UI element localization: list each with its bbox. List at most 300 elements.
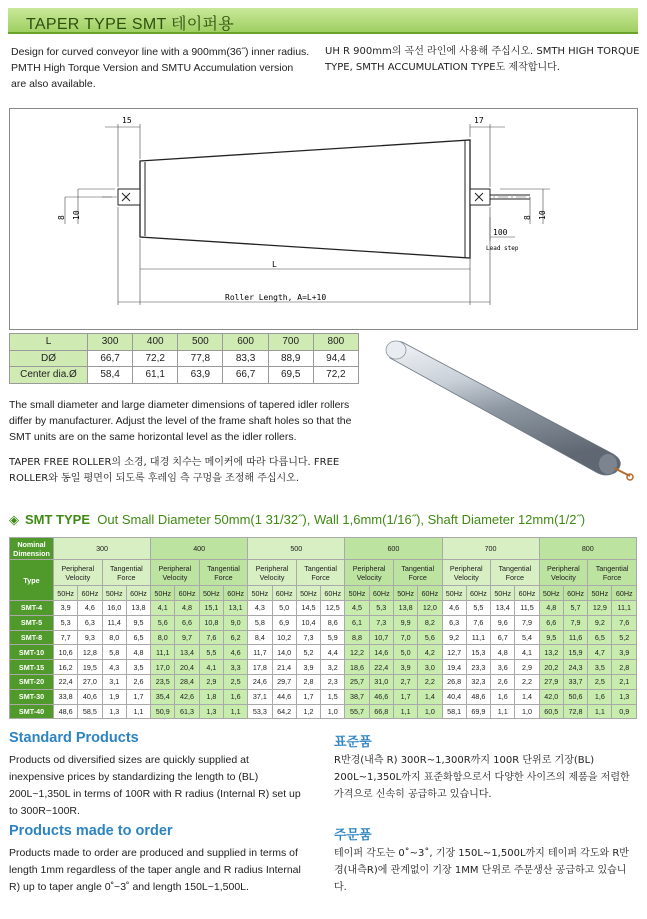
table-cell: 42,0	[539, 689, 563, 704]
hz-60-header: 60Hz	[612, 586, 637, 601]
size-header: 400	[151, 538, 248, 560]
table-cell: 21,4	[272, 660, 296, 675]
table-cell: 37,1	[248, 689, 272, 704]
table-cell: 1,6	[223, 689, 247, 704]
table-cell: 1,9	[102, 689, 126, 704]
table-cell: 9,7	[175, 630, 199, 645]
peripheral-velocity-header: Peripheral Velocity	[442, 560, 491, 586]
table-cell: 72,2	[313, 367, 358, 384]
table-cell: 5,5	[199, 645, 223, 660]
table-cell: 60,5	[539, 704, 563, 719]
table-row	[10, 645, 637, 660]
table-row	[10, 674, 637, 689]
hz-50-header: 50Hz	[296, 586, 320, 601]
table-cell: 46,6	[369, 689, 393, 704]
table-cell: 19,5	[78, 660, 102, 675]
tangential-force-header: Tangential Force	[296, 560, 345, 586]
hz-50-header: 50Hz	[248, 586, 272, 601]
table-cell: 5,0	[272, 601, 296, 616]
diamond-bullet-icon: ◈	[9, 512, 19, 527]
table-row	[10, 689, 637, 704]
table-cell: 2,3	[321, 674, 345, 689]
hz-50-header: 50Hz	[345, 586, 369, 601]
table-cell: 9,5	[126, 615, 150, 630]
hz-50-header: 50Hz	[539, 586, 563, 601]
table-cell: 32,3	[466, 674, 490, 689]
table-cell: 33,8	[54, 689, 78, 704]
hz-60-header: 60Hz	[321, 586, 345, 601]
table-cell: 6,2	[223, 630, 247, 645]
table-cell: 28,4	[175, 674, 199, 689]
table-cell: 44,6	[272, 689, 296, 704]
title-ko: 테이퍼용	[170, 14, 235, 33]
hz-60-header: 60Hz	[78, 586, 102, 601]
tapered-roller-photo	[368, 336, 638, 486]
table-cell: 72,8	[563, 704, 587, 719]
table-cell: 4,1	[199, 660, 223, 675]
table-cell: 400	[133, 334, 178, 351]
table-cell: 2,9	[515, 660, 539, 675]
table-cell: 5,2	[296, 645, 320, 660]
dim-L-label: L	[272, 260, 277, 269]
table-cell: 6,5	[126, 630, 150, 645]
table-cell: 1,0	[418, 704, 442, 719]
table-cell: 16,0	[102, 601, 126, 616]
table-cell: 2,5	[223, 674, 247, 689]
table-cell: 5,4	[515, 630, 539, 645]
table-cell: 2,1	[612, 674, 637, 689]
tangential-force-header: Tangential Force	[491, 560, 540, 586]
table-cell: 3,9	[612, 645, 637, 660]
table-cell: 4,1	[151, 601, 175, 616]
table-cell: 12,8	[78, 645, 102, 660]
table-cell: 10,6	[54, 645, 78, 660]
table-cell: 6,1	[345, 615, 369, 630]
table-cell: 1,1	[588, 704, 612, 719]
table-cell: 48,6	[54, 704, 78, 719]
table-cell: 9,3	[78, 630, 102, 645]
hz-50-header: 50Hz	[102, 586, 126, 601]
table-cell: 38,7	[345, 689, 369, 704]
table-cell: 4,7	[588, 645, 612, 660]
table-row	[10, 560, 637, 586]
table-cell: 11,1	[612, 601, 637, 616]
table-cell: 10,2	[272, 630, 296, 645]
type-label: SMT-4	[10, 601, 54, 616]
table-cell: 1,1	[223, 704, 247, 719]
table-cell: 6,7	[491, 630, 515, 645]
type-label: SMT-30	[10, 689, 54, 704]
table-cell: 3,9	[54, 601, 78, 616]
roller-length-label: Roller Length, A=L+10	[225, 293, 327, 302]
table-cell: 20,4	[175, 660, 199, 675]
dim-8-right: 8	[523, 215, 532, 220]
table-cell: 4,6	[78, 601, 102, 616]
table-cell: 1,6	[588, 689, 612, 704]
table-cell: 1,5	[321, 689, 345, 704]
dim-10-right: 10	[538, 210, 547, 220]
table-cell: 20,2	[539, 660, 563, 675]
table-cell: 22,4	[54, 674, 78, 689]
table-cell: 9,2	[588, 615, 612, 630]
table-cell: 14,6	[369, 645, 393, 660]
table-cell: 33,7	[563, 674, 587, 689]
table-cell: 13,8	[393, 601, 417, 616]
table-cell: 15,3	[466, 645, 490, 660]
table-cell: 12,7	[442, 645, 466, 660]
table-cell: 12,0	[418, 601, 442, 616]
table-cell: 7,3	[296, 630, 320, 645]
size-header: 500	[248, 538, 345, 560]
size-header: 700	[442, 538, 539, 560]
table-cell: 3,0	[418, 660, 442, 675]
dim-left-label: 15	[122, 116, 132, 125]
table-cell: 4,1	[515, 645, 539, 660]
table-cell: 66,7	[223, 367, 268, 384]
table-cell: 17,8	[248, 660, 272, 675]
table-cell: 6,3	[442, 615, 466, 630]
table-cell: 29,7	[272, 674, 296, 689]
hz-50-header: 50Hz	[199, 586, 223, 601]
table-cell: 6,9	[272, 615, 296, 630]
table-cell: 5,9	[321, 630, 345, 645]
table-cell: 15,9	[563, 645, 587, 660]
hz-60-header: 60Hz	[418, 586, 442, 601]
table-cell: L	[10, 334, 88, 351]
hz-60-header: 60Hz	[369, 586, 393, 601]
table-cell: 7,6	[199, 630, 223, 645]
table-row	[10, 630, 637, 645]
table-cell: 3,1	[102, 674, 126, 689]
table-cell: 4,5	[345, 601, 369, 616]
table-cell: 35,4	[151, 689, 175, 704]
dim-8-left: 8	[57, 215, 66, 220]
table-cell: 11,4	[102, 615, 126, 630]
table-cell: 5,8	[248, 615, 272, 630]
table-cell: 13,1	[223, 601, 247, 616]
table-cell: 4,6	[442, 601, 466, 616]
hz-60-header: 60Hz	[272, 586, 296, 601]
made-to-order-heading: Products made to order	[9, 823, 173, 839]
table-cell: 40,6	[78, 689, 102, 704]
table-cell: DØ	[10, 350, 88, 367]
table-cell: 13,4	[491, 601, 515, 616]
type-header: Type	[10, 560, 54, 601]
table-cell: 2,2	[418, 674, 442, 689]
size-header: 300	[54, 538, 151, 560]
made-to-order-body-ko: 테이퍼 각도는 0˚~3˚, 기장 150L~1,500L까지 테이퍼 각도와 R반경(내측R)에 관계없이 기장 1MM 단위로 주문생산 공급하고 있습니다.	[334, 848, 629, 893]
table-cell: 58,5	[78, 704, 102, 719]
table-cell: 7,6	[466, 615, 490, 630]
tangential-force-header: Tangential Force	[588, 560, 637, 586]
dim-10-left: 10	[72, 210, 81, 220]
table-cell: 4,3	[248, 601, 272, 616]
table-cell: 72,2	[133, 350, 178, 367]
table-cell: 7,7	[54, 630, 78, 645]
tangential-force-header: Tangential Force	[102, 560, 151, 586]
table-cell: 1,0	[321, 704, 345, 719]
type-label: SMT-10	[10, 645, 54, 660]
type-label: SMT-20	[10, 674, 54, 689]
table-cell: 2,2	[515, 674, 539, 689]
table-cell: 69,5	[268, 367, 313, 384]
table-cell: 63,9	[178, 367, 223, 384]
hz-50-header: 50Hz	[491, 586, 515, 601]
table-cell: 58,1	[442, 704, 466, 719]
table-row	[10, 660, 637, 675]
tangential-force-header: Tangential Force	[199, 560, 248, 586]
table-row	[10, 704, 637, 719]
table-cell: 1,1	[126, 704, 150, 719]
peripheral-velocity-header: Peripheral Velocity	[345, 560, 394, 586]
table-cell: 2,9	[199, 674, 223, 689]
page-title	[26, 11, 234, 34]
hz-50-header: 50Hz	[588, 586, 612, 601]
table-cell: 24,3	[563, 660, 587, 675]
intro-english: Design for curved conveyor line with a 900mm(36˝) inner radius. PMTH High Torque Version and SMTU Accumulation version are also available.	[11, 46, 310, 90]
table-cell: 27,9	[539, 674, 563, 689]
table-cell: 1,3	[102, 704, 126, 719]
smt-heading-rest: Out Small Diameter 50mm(1 31/32˝), Wall 1,6mm(1/16˝), Shaft Diameter 12mm(1/2˝)	[97, 512, 586, 527]
table-row	[10, 334, 359, 351]
smt-type-table	[9, 537, 637, 719]
table-cell: 5,8	[102, 645, 126, 660]
smt-type-heading	[9, 512, 585, 528]
table-cell: 1,3	[199, 704, 223, 719]
peripheral-velocity-header: Peripheral Velocity	[151, 560, 200, 586]
size-header: 800	[539, 538, 636, 560]
table-cell: 40,4	[442, 689, 466, 704]
hz-50-header: 50Hz	[151, 586, 175, 601]
size-header: 600	[345, 538, 442, 560]
peripheral-velocity-header: Peripheral Velocity	[54, 560, 103, 586]
table-cell: 5,3	[54, 615, 78, 630]
type-label: SMT-5	[10, 615, 54, 630]
table-cell: 7,0	[393, 630, 417, 645]
table-cell: 13,8	[126, 601, 150, 616]
hz-60-header: 60Hz	[223, 586, 247, 601]
table-cell: 11,5	[515, 601, 539, 616]
table-cell: 12,9	[588, 601, 612, 616]
table-cell: 1,3	[612, 689, 637, 704]
table-cell: 7,9	[515, 615, 539, 630]
table-row	[10, 615, 637, 630]
dim-100-label: 100	[493, 228, 508, 237]
table-cell: 5,6	[418, 630, 442, 645]
table-cell: 10,4	[296, 615, 320, 630]
table-cell: 800	[313, 334, 358, 351]
table-cell: 4,4	[321, 645, 345, 660]
table-cell: 300	[88, 334, 133, 351]
standard-products-heading-ko: 표준품	[334, 735, 372, 750]
table-cell: 3,3	[223, 660, 247, 675]
intro-korean: UH R 900mm의 곡선 라인에 사용해 주십시오. SMTH HIGH TORQUE TYPE, SMTH ACCUMULATION TYPE도 제작합니다.	[325, 46, 640, 73]
table-cell: 66,7	[88, 350, 133, 367]
table-cell: 7,9	[563, 615, 587, 630]
table-cell: 55,7	[345, 704, 369, 719]
table-cell: 83,3	[223, 350, 268, 367]
lead-step-label: Lead step	[486, 245, 519, 252]
table-cell: 600	[223, 334, 268, 351]
table-cell: 12,2	[345, 645, 369, 660]
table-cell: Center dia.Ø	[10, 367, 88, 384]
table-cell: 1,4	[418, 689, 442, 704]
paragraph-diameter-note: The small diameter and large diameter dimensions of tapered idler rollers differ by manufacturer. Adjust the level of the frame shaft holes so that the SMT units are on the same horizontal level as the idler rollers.	[9, 399, 352, 443]
hz-60-header: 60Hz	[563, 586, 587, 601]
table-cell: 58,4	[88, 367, 133, 384]
table-cell: 5,7	[563, 601, 587, 616]
table-cell: 26,8	[442, 674, 466, 689]
table-cell: 4,8	[126, 645, 150, 660]
table-cell: 2,8	[296, 674, 320, 689]
table-cell: 3,2	[321, 660, 345, 675]
table-cell: 2,8	[612, 660, 637, 675]
table-cell: 11,1	[151, 645, 175, 660]
table-cell: 8,2	[418, 615, 442, 630]
type-label: SMT-40	[10, 704, 54, 719]
table-cell: 69,9	[466, 704, 490, 719]
table-cell: 1,4	[515, 689, 539, 704]
table-cell: 3,5	[588, 660, 612, 675]
title-bar	[8, 8, 638, 34]
table-row	[10, 601, 637, 616]
table-cell: 2,6	[126, 674, 150, 689]
table-cell: 1,1	[491, 704, 515, 719]
table-cell: 17,0	[151, 660, 175, 675]
table-cell: 13,2	[539, 645, 563, 660]
table-cell: 50,6	[563, 689, 587, 704]
table-cell: 3,9	[296, 660, 320, 675]
table-cell: 8,0	[102, 630, 126, 645]
table-cell: 8,8	[345, 630, 369, 645]
hz-60-header: 60Hz	[466, 586, 490, 601]
standard-products-body-ko: R반경(내측 R) 300R~1,300R까지 100R 단위로 기장(BL) 200L~1,350L까지 표준화함으로서 다양한 사이즈의 제품을 저렴한 가격으로 신속히 공급하고 있습니다.	[334, 755, 630, 800]
made-to-order-heading-ko: 주문품	[334, 828, 372, 843]
table-cell: 9,2	[442, 630, 466, 645]
table-cell: 4,8	[175, 601, 199, 616]
table-cell: 8,0	[151, 630, 175, 645]
title-en: TAPER TYPE SMT	[26, 16, 167, 33]
table-cell: 8,6	[321, 615, 345, 630]
type-label: SMT-15	[10, 660, 54, 675]
smt-heading-bold: SMT TYPE	[25, 512, 91, 527]
table-cell: 15,1	[199, 601, 223, 616]
table-cell: 16,2	[54, 660, 78, 675]
table-cell: 61,1	[133, 367, 178, 384]
table-cell: 9,5	[539, 630, 563, 645]
table-cell: 1,2	[296, 704, 320, 719]
table-cell: 6,6	[175, 615, 199, 630]
table-cell: 77,8	[178, 350, 223, 367]
table-cell: 3,9	[393, 660, 417, 675]
table-cell: 94,4	[313, 350, 358, 367]
table-cell: 3,6	[491, 660, 515, 675]
table-cell: 14,0	[272, 645, 296, 660]
standard-products-body: Products od diversified sizes are quickly supplied at inexpensive prices by standardizing the length to (BL) 200L~1,350L in terms of 100R with R radius (Internal R) set up to 300R~100R.	[9, 754, 301, 817]
standard-products-heading: Standard Products	[9, 730, 139, 746]
table-cell: 4,3	[102, 660, 126, 675]
table-cell: 50,9	[151, 704, 175, 719]
table-cell: 4,8	[491, 645, 515, 660]
peripheral-velocity-header: Peripheral Velocity	[539, 560, 588, 586]
table-cell: 1,7	[126, 689, 150, 704]
table-cell: 6,6	[539, 615, 563, 630]
table-cell: 10,7	[369, 630, 393, 645]
dimensions-table	[9, 333, 359, 384]
table-cell: 6,3	[78, 615, 102, 630]
table-cell: 500	[178, 334, 223, 351]
table-cell: 53,3	[248, 704, 272, 719]
table-row	[10, 367, 359, 384]
table-cell: 14,5	[296, 601, 320, 616]
table-cell: 11,1	[466, 630, 490, 645]
table-cell: 24,6	[248, 674, 272, 689]
table-cell: 2,5	[588, 674, 612, 689]
table-cell: 61,3	[175, 704, 199, 719]
table-cell: 25,7	[345, 674, 369, 689]
table-cell: 22,4	[369, 660, 393, 675]
hz-50-header: 50Hz	[442, 586, 466, 601]
table-cell: 10,8	[199, 615, 223, 630]
table-cell: 66,8	[369, 704, 393, 719]
table-cell: 3,5	[126, 660, 150, 675]
peripheral-velocity-header: Peripheral Velocity	[248, 560, 297, 586]
table-cell: 5,5	[466, 601, 490, 616]
table-cell: 4,6	[223, 645, 247, 660]
table-cell: 1,0	[515, 704, 539, 719]
table-cell: 88,9	[268, 350, 313, 367]
paragraph-diameter-note-ko: TAPER FREE ROLLER의 소경, 대경 치수는 메이커에 따라 다릅니다. FREE ROLLER와 동일 평면이 되도록 후레임 측 구멍을 조정해 주십시오.	[9, 457, 340, 484]
table-cell: 19,4	[442, 660, 466, 675]
table-cell: 48,6	[466, 689, 490, 704]
hz-50-header: 50Hz	[54, 586, 78, 601]
hz-60-header: 60Hz	[126, 586, 150, 601]
table-cell: 64,2	[272, 704, 296, 719]
table-cell: 2,6	[491, 674, 515, 689]
table-cell: 7,3	[369, 615, 393, 630]
table-row	[10, 586, 637, 601]
table-cell: 9,9	[393, 615, 417, 630]
table-cell: 42,6	[175, 689, 199, 704]
table-cell: 12,5	[321, 601, 345, 616]
hz-60-header: 60Hz	[515, 586, 539, 601]
table-cell: 23,3	[466, 660, 490, 675]
table-cell: 23,5	[151, 674, 175, 689]
table-cell: 11,6	[563, 630, 587, 645]
table-cell: 0,9	[612, 704, 637, 719]
technical-drawing	[9, 108, 638, 330]
table-cell: 1,7	[393, 689, 417, 704]
table-cell: 18,6	[345, 660, 369, 675]
table-cell: 1,1	[393, 704, 417, 719]
table-cell: 9,6	[491, 615, 515, 630]
table-row	[10, 538, 637, 560]
table-cell: 11,7	[248, 645, 272, 660]
table-cell: 5,2	[612, 630, 637, 645]
table-cell: 1,7	[296, 689, 320, 704]
dim-right-label: 17	[474, 116, 484, 125]
made-to-order-body: Products made to order are produced and supplied in terms of length 1mm regardless of the taper angle and R radius Internal R) up to taper angle 0˚~3˚ and length 150L~1,500L.	[9, 847, 301, 893]
type-label: SMT-8	[10, 630, 54, 645]
table-cell: 8,4	[248, 630, 272, 645]
table-cell: 1,6	[491, 689, 515, 704]
table-cell: 2,7	[393, 674, 417, 689]
table-cell: 5,0	[393, 645, 417, 660]
table-cell: 27,0	[78, 674, 102, 689]
table-cell: 5,3	[369, 601, 393, 616]
table-cell: 700	[268, 334, 313, 351]
table-cell: 1,8	[199, 689, 223, 704]
